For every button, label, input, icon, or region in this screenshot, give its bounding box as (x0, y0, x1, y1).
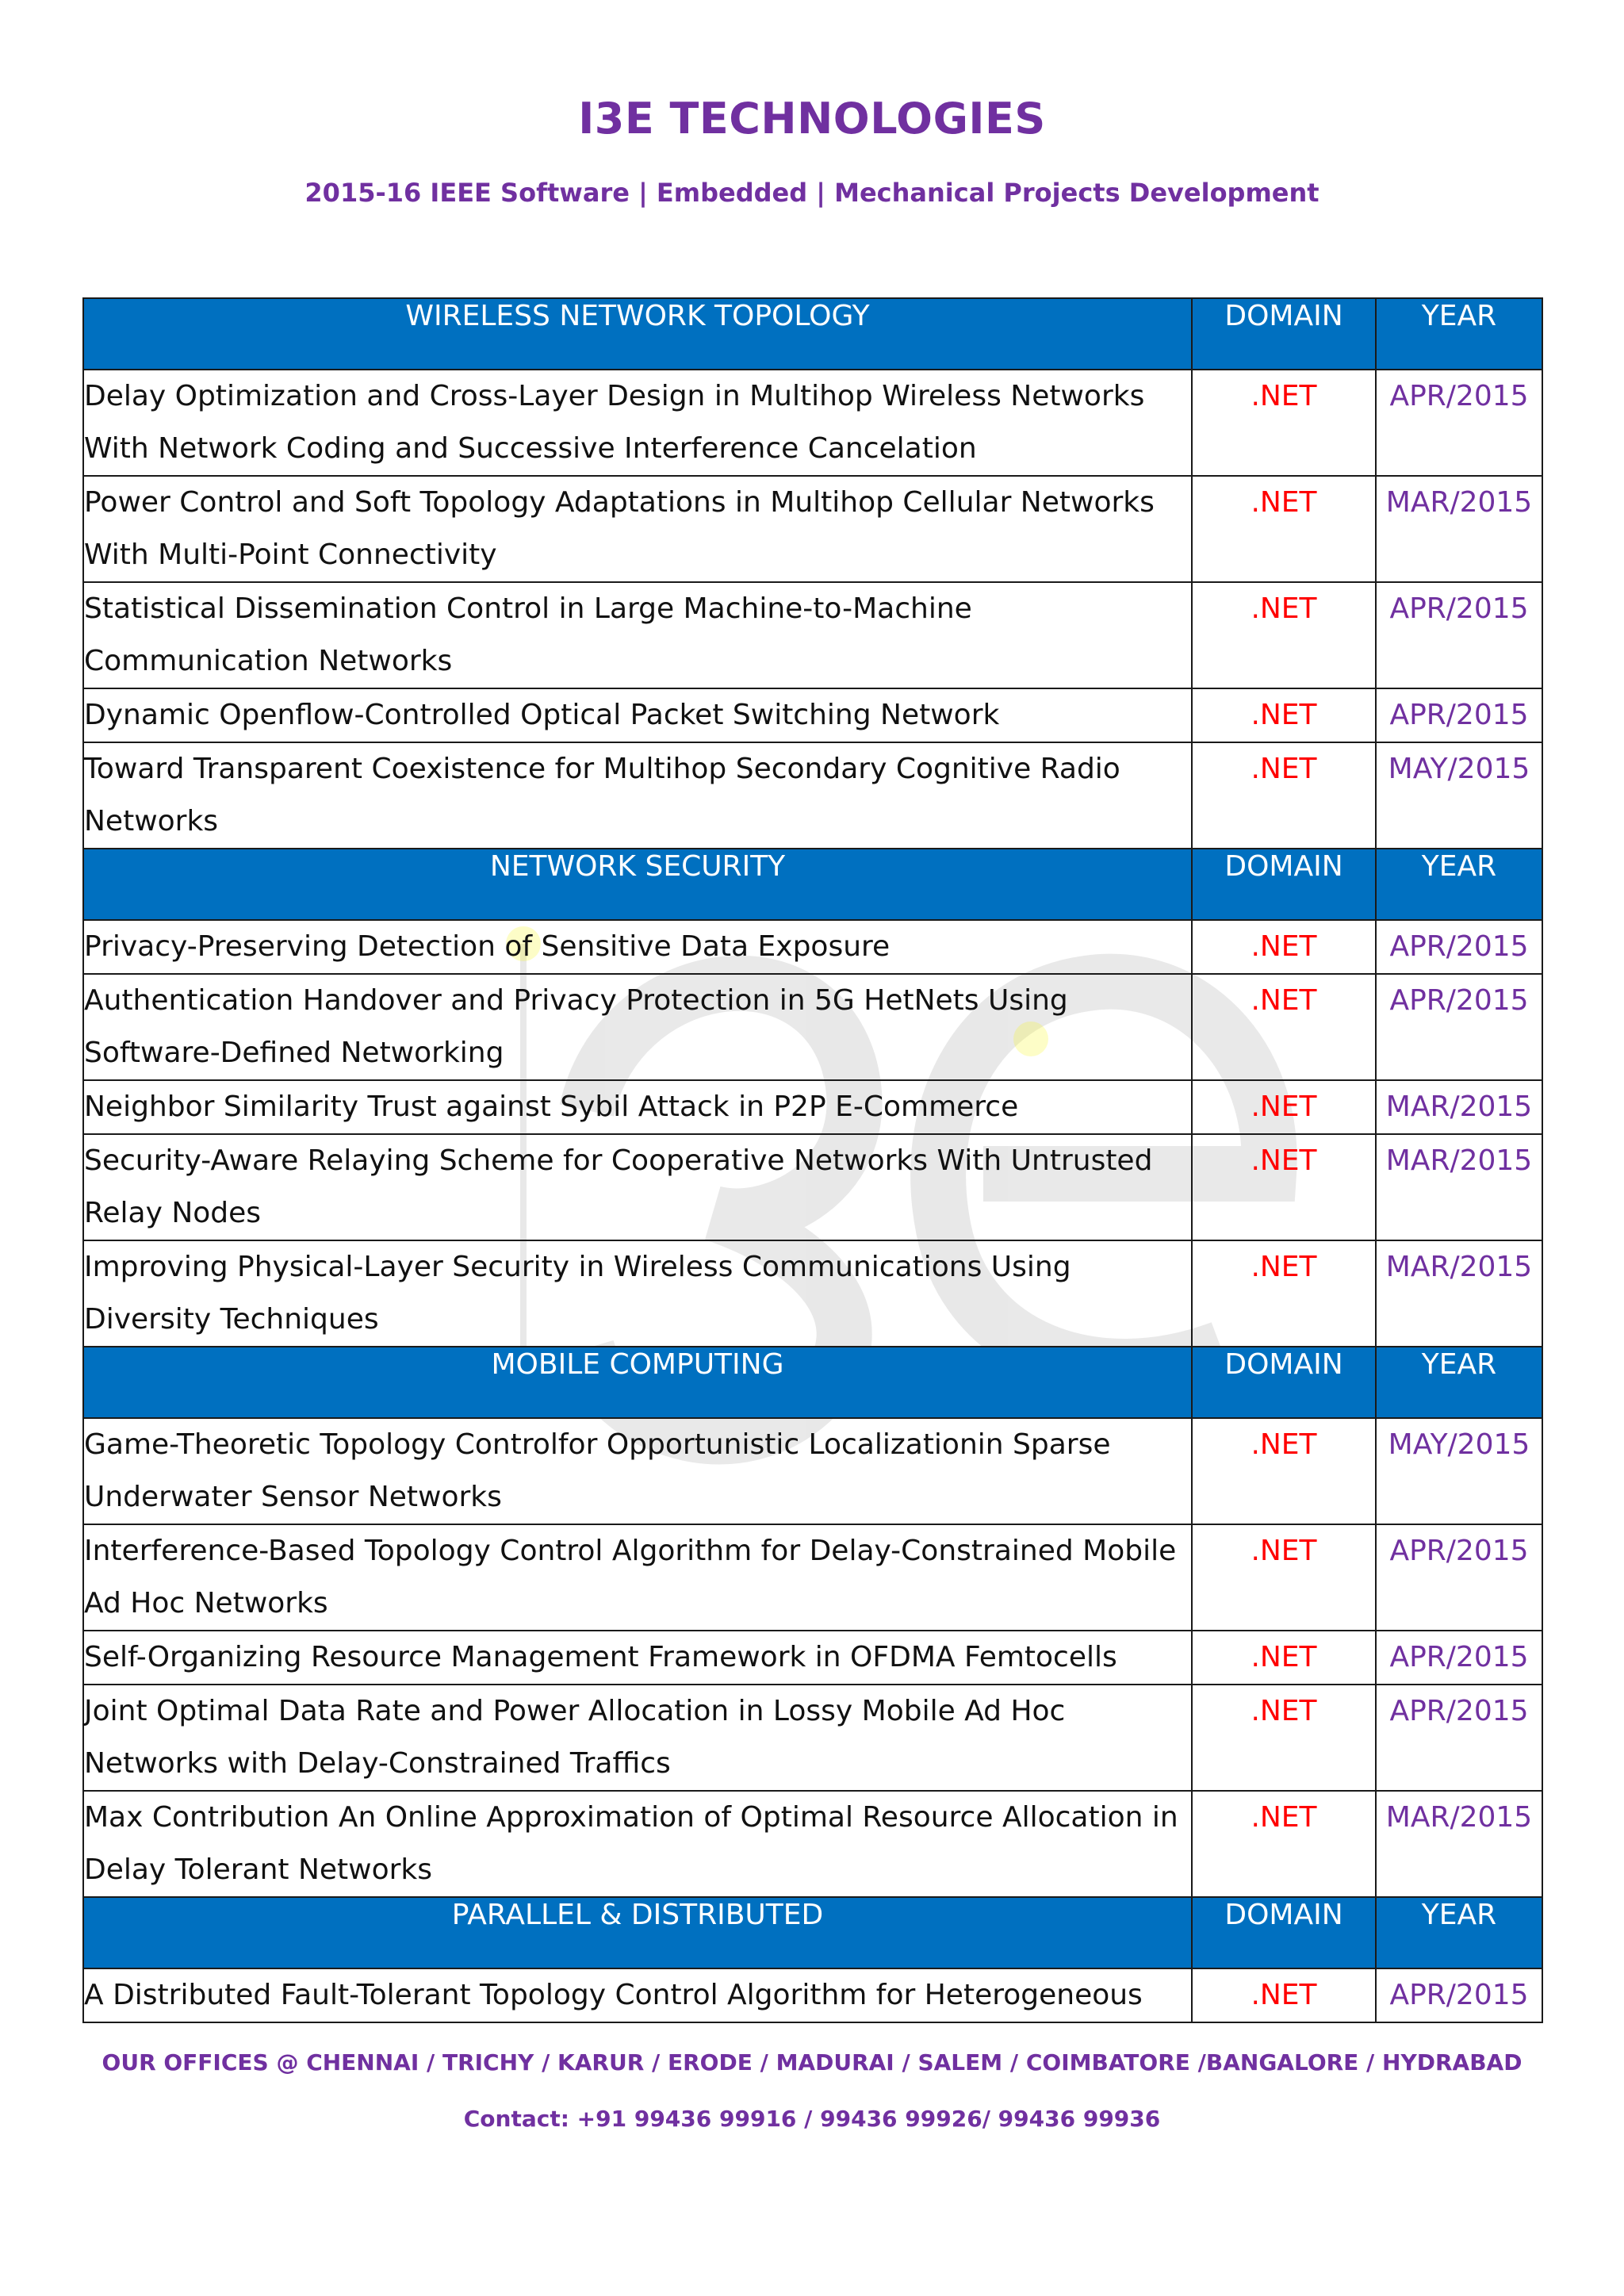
table-row (83, 688, 1542, 742)
year-cell: APR/2015 (1376, 920, 1542, 974)
table-row (83, 476, 1542, 582)
year-cell: MAR/2015 (1376, 1791, 1542, 1897)
project-title-cell: Privacy-Preserving Detection of Sensitive Data Exposure (83, 920, 1192, 974)
domain-column-header: DOMAIN (1192, 1897, 1376, 1968)
domain-cell: .NET (1192, 1240, 1376, 1347)
table-row (83, 1791, 1542, 1897)
page-subtitle: 2015-16 IEEE Software | Embedded | Mechanical Projects Development (304, 178, 1320, 208)
section-header-row (83, 849, 1542, 920)
domain-cell: .NET (1192, 1080, 1376, 1134)
year-cell: APR/2015 (1376, 1968, 1542, 2022)
domain-cell: .NET (1192, 582, 1376, 688)
year-cell: MAR/2015 (1376, 1240, 1542, 1347)
domain-cell: .NET (1192, 742, 1376, 849)
table-row (83, 742, 1542, 849)
table-row (83, 1134, 1542, 1240)
domain-cell: .NET (1192, 1685, 1376, 1791)
table-row (83, 1240, 1542, 1347)
domain-cell: .NET (1192, 1524, 1376, 1631)
project-title-cell: Toward Transparent Coexistence for Multihop Secondary Cognitive Radio Networks (83, 742, 1192, 849)
section-header-row (83, 1897, 1542, 1968)
company-title: I3E TECHNOLOGIES (578, 94, 1046, 144)
table-row (83, 920, 1542, 974)
project-title-cell: Self-Organizing Resource Management Framework in OFDMA Femtocells (83, 1631, 1192, 1685)
project-title-cell: Security-Aware Relaying Scheme for Cooperative Networks With Untrusted Relay Nodes (83, 1134, 1192, 1240)
year-cell: APR/2015 (1376, 1524, 1542, 1631)
domain-column-header: DOMAIN (1192, 1347, 1376, 1418)
section-header-row (83, 298, 1542, 370)
year-cell: APR/2015 (1376, 370, 1542, 476)
domain-cell: .NET (1192, 1631, 1376, 1685)
year-column-header: YEAR (1376, 849, 1542, 920)
footer-offices: OUR OFFICES @ CHENNAI / TRICHY / KARUR / ERODE / MADURAI / SALEM / COIMBATORE /BANGALORE / HYDRABAD (102, 2049, 1522, 2076)
domain-cell: .NET (1192, 476, 1376, 582)
project-title-cell: Statistical Dissemination Control in Large Machine-to-Machine Communication Networks (83, 582, 1192, 688)
domain-cell: .NET (1192, 1418, 1376, 1524)
domain-cell: .NET (1192, 974, 1376, 1080)
section-heading: NETWORK SECURITY (83, 849, 1192, 920)
domain-column-header: DOMAIN (1192, 849, 1376, 920)
project-title-cell: Neighbor Similarity Trust against Sybil Attack in P2P E-Commerce (83, 1080, 1192, 1134)
year-cell: APR/2015 (1376, 688, 1542, 742)
project-title-cell: Authentication Handover and Privacy Protection in 5G HetNets Using Software-Defined Networking (83, 974, 1192, 1080)
table-row (83, 582, 1542, 688)
table-row (83, 1631, 1542, 1685)
project-title-cell: Game-Theoretic Topology Controlfor Opportunistic Localizationin Sparse Underwater Sensor Networks (83, 1418, 1192, 1524)
project-title-cell: A Distributed Fault-Tolerant Topology Control Algorithm for Heterogeneous (83, 1968, 1192, 2022)
table-row (83, 1418, 1542, 1524)
domain-cell: .NET (1192, 688, 1376, 742)
year-cell: APR/2015 (1376, 1631, 1542, 1685)
year-cell: MAR/2015 (1376, 1080, 1542, 1134)
section-heading: PARALLEL & DISTRIBUTED (83, 1897, 1192, 1968)
domain-cell: .NET (1192, 370, 1376, 476)
project-title-cell: Interference-Based Topology Control Algorithm for Delay-Constrained Mobile Ad Hoc Networks (83, 1524, 1192, 1631)
domain-cell: .NET (1192, 1968, 1376, 2022)
year-column-header: YEAR (1376, 298, 1542, 370)
project-title-cell: Dynamic Openflow-Controlled Optical Packet Switching Network (83, 688, 1192, 742)
table-row (83, 1968, 1542, 2022)
year-column-header: YEAR (1376, 1347, 1542, 1418)
table-row (83, 1524, 1542, 1631)
table-row (83, 1685, 1542, 1791)
table-row (83, 370, 1542, 476)
section-header-row (83, 1347, 1542, 1418)
year-cell: APR/2015 (1376, 1685, 1542, 1791)
section-heading: MOBILE COMPUTING (83, 1347, 1192, 1418)
year-column-header: YEAR (1376, 1897, 1542, 1968)
project-title-cell: Joint Optimal Data Rate and Power Allocation in Lossy Mobile Ad Hoc Networks with Delay-Constrained Traffics (83, 1685, 1192, 1791)
year-cell: MAR/2015 (1376, 476, 1542, 582)
project-title-cell: Power Control and Soft Topology Adaptations in Multihop Cellular Networks With Multi-Point Connectivity (83, 476, 1192, 582)
table-row (83, 974, 1542, 1080)
footer-contact: Contact: +91 99436 99916 / 99436 99926/ 99436 99936 (463, 2106, 1161, 2132)
year-cell: APR/2015 (1376, 582, 1542, 688)
domain-cell: .NET (1192, 1791, 1376, 1897)
project-title-cell: Improving Physical-Layer Security in Wireless Communications Using Diversity Techniques (83, 1240, 1192, 1347)
year-cell: APR/2015 (1376, 974, 1542, 1080)
domain-cell: .NET (1192, 1134, 1376, 1240)
year-cell: MAR/2015 (1376, 1134, 1542, 1240)
project-title-cell: Max Contribution An Online Approximation of Optimal Resource Allocation in Delay Tolerant Networks (83, 1791, 1192, 1897)
projects-table (82, 297, 1543, 2023)
year-cell: MAY/2015 (1376, 742, 1542, 849)
domain-cell: .NET (1192, 920, 1376, 974)
section-heading: WIRELESS NETWORK TOPOLOGY (83, 298, 1192, 370)
domain-column-header: DOMAIN (1192, 298, 1376, 370)
year-cell: MAY/2015 (1376, 1418, 1542, 1524)
project-title-cell: Delay Optimization and Cross-Layer Design in Multihop Wireless Networks With Network Coding and Successive Interference Cancelation (83, 370, 1192, 476)
projects-table-body (83, 298, 1542, 2022)
table-row (83, 1080, 1542, 1134)
